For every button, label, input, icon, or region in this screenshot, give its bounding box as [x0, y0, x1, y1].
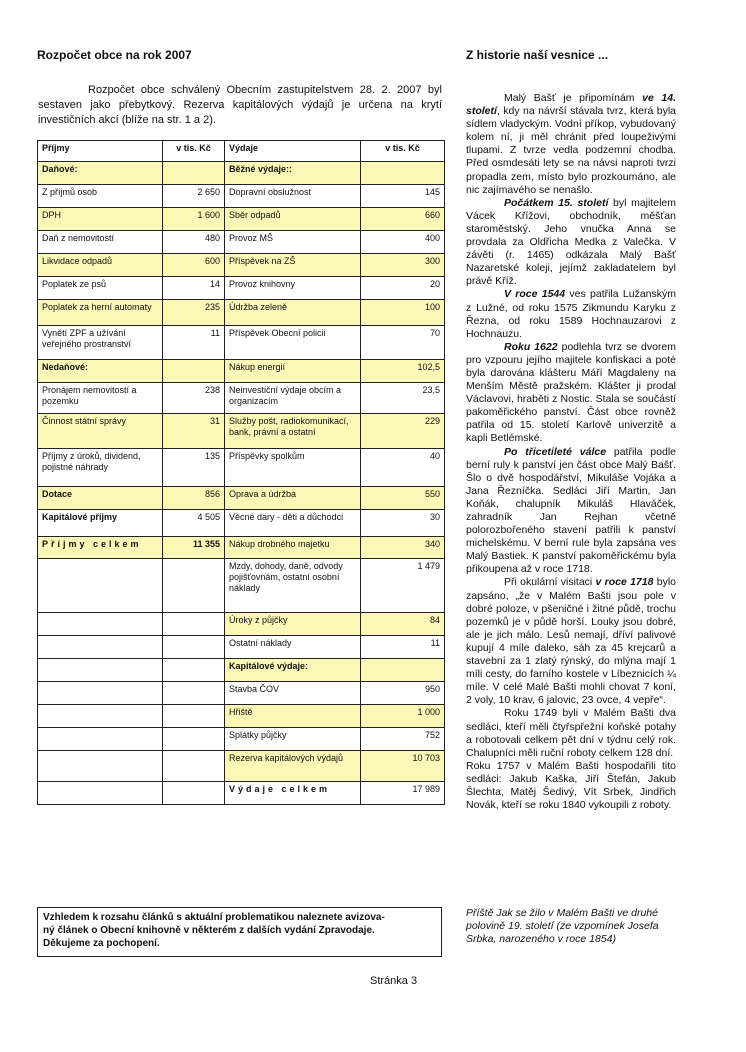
income-item-cell: [38, 636, 163, 659]
table-row: [38, 682, 445, 705]
expense-item-cell: Provoz MŠ: [225, 231, 361, 254]
income-amount-cell: [163, 613, 225, 636]
income-item-cell: [38, 728, 163, 751]
income-amount-cell: 238: [163, 383, 225, 414]
notice-line: Vzhledem k rozsahu článků s aktuální problematikou naleznete avizova-: [43, 912, 385, 923]
next-issue-note: [466, 907, 676, 946]
table-row: [38, 360, 445, 383]
table-row: [38, 300, 445, 326]
expense-amount-cell: 17 989: [361, 782, 445, 805]
expense-item-cell: Výdaje celkem: [225, 782, 361, 805]
article-emphasis: Po třicetileté válce: [504, 445, 607, 458]
expense-amount-cell: 400: [361, 231, 445, 254]
expense-item-cell: Věcné dary - děti a důchodci: [225, 510, 361, 537]
article-text: Malý Bašť je připomínám: [504, 92, 643, 104]
notice-box: [37, 907, 442, 957]
income-amount-cell: [163, 162, 225, 185]
income-amount-cell: [163, 559, 225, 613]
income-amount-cell: [163, 705, 225, 728]
expense-item-cell: Rezerva kapitálových výdajů: [225, 751, 361, 782]
table-row: [38, 449, 445, 487]
income-item-cell: Činnost státní správy: [38, 414, 163, 449]
table-row: [38, 414, 445, 449]
column-header: v tis. Kč: [163, 141, 225, 162]
table-row: [38, 162, 445, 185]
expense-item-cell: Hřiště: [225, 705, 361, 728]
income-item-cell: [38, 559, 163, 613]
income-amount-cell: 2 650: [163, 185, 225, 208]
table-row: [38, 636, 445, 659]
expense-amount-cell: 340: [361, 537, 445, 559]
expense-amount-cell: 40: [361, 449, 445, 487]
intro-line: investičních akcí (blíže na str. 1 a 2).: [38, 114, 216, 126]
expense-item-cell: Nákup energií: [225, 360, 361, 383]
expense-amount-cell: 1 479: [361, 559, 445, 613]
income-item-cell: Vynětí ZPF a užívání veřejného prostranství: [38, 326, 163, 360]
next-line: Srbka, narozeného v roce 1854): [466, 933, 617, 946]
expense-item-cell: Dopravní obslužnost: [225, 185, 361, 208]
income-amount-cell: [163, 751, 225, 782]
income-amount-cell: 135: [163, 449, 225, 487]
expense-item-cell: Provoz knihovny: [225, 277, 361, 300]
table-row: [38, 277, 445, 300]
article-paragraph: [466, 92, 676, 197]
article-paragraph: [466, 760, 676, 812]
expense-item-cell: Ostatní náklady: [225, 636, 361, 659]
income-item-cell: Daňové:: [38, 162, 163, 185]
article-emphasis: Roku 1622: [504, 340, 558, 353]
column-header: Výdaje: [225, 141, 361, 162]
income-item-cell: Poplatek ze psů: [38, 277, 163, 300]
income-item-cell: Likvidace odpadů: [38, 254, 163, 277]
history-title: Z historie naší vesnice ...: [466, 48, 609, 62]
expense-item-cell: Úroky z půjčky: [225, 613, 361, 636]
income-amount-cell: 14: [163, 277, 225, 300]
expense-amount-cell: [361, 659, 445, 682]
history-article: [466, 92, 676, 812]
income-item-cell: Daň z nemovitostí: [38, 231, 163, 254]
table-row: [38, 208, 445, 231]
expense-item-cell: Oprava a údržba: [225, 487, 361, 510]
table-row: [38, 782, 445, 805]
expense-item-cell: Údržba zeleně: [225, 300, 361, 326]
expense-amount-cell: 100: [361, 300, 445, 326]
article-text: patřila podle berní ruly k panství jen část obce Malý Bašť. Šlo o dvě hospodářství, Mikuláše Vojáka a Jana Řezníčka. Sedláci Jiří Martin, Jan Koňák, chalupník Mikuláš Hlaváček, zahradník Jan Rejhan včetně polorozbořeného stavení patřili k panství michelskému. V berní rule byla zapsána ves Malý Bastiek. K panství pakoměřickému byla přikoupena až v roce 1718.: [466, 445, 676, 576]
income-item-cell: [38, 751, 163, 782]
intro-line: sestaven jako přebytkový. Rezerva kapitálových výdajů je určena na krytí: [38, 99, 442, 111]
table-row: [38, 383, 445, 414]
expense-amount-cell: 20: [361, 277, 445, 300]
article-emphasis: v roce 1718: [595, 576, 654, 589]
intro-line: Rozpočet obce schválený Obecním zastupitelstvem 28. 2. 2007 byl: [88, 84, 442, 96]
expense-item-cell: Nákup drobného majetku: [225, 537, 361, 559]
article-paragraph: [466, 707, 676, 759]
article-text: Roku 1749 byli v Malém Bašti dva sedláci, kteří měli čtyřspřežní koňské potahy a robotovali celkem pět dní v týdnu celý rok. Chalupníci měli ruční roboty celkem 128 dní.: [466, 707, 676, 759]
expense-item-cell: Sběr odpadů: [225, 208, 361, 231]
income-amount-cell: [163, 360, 225, 383]
expense-item-cell: Příspěvky spolkům: [225, 449, 361, 487]
income-amount-cell: 480: [163, 231, 225, 254]
income-amount-cell: 1 600: [163, 208, 225, 231]
expense-amount-cell: 23,5: [361, 383, 445, 414]
income-item-cell: Nedaňové:: [38, 360, 163, 383]
article-paragraph: [466, 197, 676, 289]
expense-amount-cell: 660: [361, 208, 445, 231]
article-paragraph: [466, 446, 676, 577]
table-header-row: [38, 141, 445, 162]
article-text: Roku 1757 v Malém Bašti hospodařili tito sedláci: Jakub Kaška, Jiří Štefán, Jakub Šlechta, Matěj Šedivý, Vít Srbek, Jindřich Novák, kteří se roku 1840 vykoupili z roboty.: [466, 759, 676, 812]
income-amount-cell: 235: [163, 300, 225, 326]
budget-intro: [38, 83, 442, 128]
income-item-cell: Kapitálové příjmy: [38, 510, 163, 537]
income-item-cell: Poplatek za herní automaty: [38, 300, 163, 326]
income-item-cell: [38, 705, 163, 728]
article-text: Při okulární visitaci: [504, 576, 596, 589]
table-row: [38, 185, 445, 208]
table-row: [38, 559, 445, 613]
income-amount-cell: 11 355: [163, 537, 225, 559]
budget-table: [37, 140, 445, 805]
article-emphasis: ve 14. století: [466, 92, 676, 118]
expense-amount-cell: 30: [361, 510, 445, 537]
table-row: [38, 705, 445, 728]
income-item-cell: [38, 682, 163, 705]
income-item-cell: Příjmy celkem: [38, 537, 163, 559]
expense-item-cell: Služby pošt, radiokomunikací, bank, právní a ostatní: [225, 414, 361, 449]
income-item-cell: DPH: [38, 208, 163, 231]
income-amount-cell: 600: [163, 254, 225, 277]
next-line: polovině 19. století (ze vzpomínek Josefa: [466, 920, 659, 933]
expense-item-cell: Splátky půjčky: [225, 728, 361, 751]
expense-amount-cell: 102,5: [361, 360, 445, 383]
table-row: [38, 254, 445, 277]
budget-title: Rozpočet obce na rok 2007: [37, 48, 192, 62]
table-row: [38, 659, 445, 682]
expense-item-cell: Mzdy, dohody, daně, odvody pojišťovnám, ostatní osobní náklady: [225, 559, 361, 613]
expense-amount-cell: 11: [361, 636, 445, 659]
income-item-cell: Příjmy z úroků, dividend, pojistné náhrady: [38, 449, 163, 487]
expense-amount-cell: 1 000: [361, 705, 445, 728]
table-row: [38, 510, 445, 537]
income-item-cell: [38, 659, 163, 682]
income-item-cell: [38, 782, 163, 805]
expense-amount-cell: 752: [361, 728, 445, 751]
article-text: bylo zapsáno, „že v Malém Bašti jsou pole v dobré poloze, v pšeničné i žitné půdě, trochu pozemků je v půdě horší. Louky jsou dobré, ale je jich málo. Lesů nemají, dříví palivové kupují 4 míle daleko, sáh za 45 krejcarů a stavební za 1 zlatý rýnský, do mlýna mají 1 míli cesty, do farního kostele v Líbeznicích ¼ míle. V celé Malé Bašti mohli chovat 7 koní, 2 voly, 10 krav, 6 jalovic, 23 ovce, 4 vepře“.: [466, 576, 676, 707]
expense-item-cell: Kapitálové výdaje:: [225, 659, 361, 682]
income-item-cell: Pronájem nemovitostí a pozemku: [38, 383, 163, 414]
table-row: [38, 487, 445, 510]
article-paragraph: [466, 288, 676, 340]
expense-amount-cell: 84: [361, 613, 445, 636]
income-item-cell: Z příjmů osob: [38, 185, 163, 208]
column-header: v tis. Kč: [361, 141, 445, 162]
article-text: , kdy na návrší stávala tvrz, která byla sídlem vladyckým. Vodní příkop, vybudovaný kolem ní, ji měl chránit před loupeživými tlupami. Z tvrze vedla podzemní chodba. Před osmdesáti lety se na návsi naproti tvrzi propadla zem, místo bylo prozkoumáno, ale nic zajímavého se nenašlo.: [466, 105, 676, 196]
article-emphasis: Počátkem 15. století: [504, 196, 609, 209]
income-item-cell: [38, 613, 163, 636]
expense-item-cell: Běžné výdaje::: [225, 162, 361, 185]
expense-amount-cell: 70: [361, 326, 445, 360]
income-amount-cell: 4 505: [163, 510, 225, 537]
income-amount-cell: [163, 728, 225, 751]
income-amount-cell: [163, 782, 225, 805]
expense-amount-cell: 145: [361, 185, 445, 208]
income-amount-cell: 31: [163, 414, 225, 449]
expense-amount-cell: [361, 162, 445, 185]
table-row: [38, 728, 445, 751]
article-text: podlehla tvrz se dvorem pro vzpouru jejího majitele konfiskaci a poté byla darována klášteru Máří Magdaleny na Menším Městě pražském. Klášter ji prodal Václavovi, hraběti z Nostic. Stala se součástí pakoměřického panství. Část obce rovněž patřila od 15. století Karlově univerzitě a kapli Betlémské.: [466, 340, 676, 445]
notice-line: Děkujeme za pochopení.: [43, 938, 160, 949]
income-amount-cell: [163, 636, 225, 659]
expense-amount-cell: 10 703: [361, 751, 445, 782]
income-amount-cell: [163, 659, 225, 682]
expense-amount-cell: 950: [361, 682, 445, 705]
article-emphasis: V roce 1544: [504, 288, 566, 301]
table-row: [38, 751, 445, 782]
income-item-cell: Dotace: [38, 487, 163, 510]
article-text: byl majitelem Vácek Křížovi, obchodník, měšťan staroměstský. Jeho vnučka Anna se provdala za Oldřicha Medka z Valečka. V závěti (r. 1465) odkázala Malý Bašť Nazaretské koleji, jejímž zakladatelem byl právě Kříž.: [466, 196, 676, 288]
expense-item-cell: Stavba ČOV: [225, 682, 361, 705]
next-line: Příště Jak se žilo v Malém Bašti ve druhé: [466, 907, 658, 919]
expense-item-cell: Příspěvek na ZŠ: [225, 254, 361, 277]
article-paragraph: [466, 341, 676, 446]
page-number: Stránka 3: [370, 975, 418, 987]
expense-amount-cell: 550: [361, 487, 445, 510]
expense-item-cell: Neinvestiční výdaje obcím a organizacím: [225, 383, 361, 414]
article-text: ves patřila Lužanským z Lužné, od roku 1575 Zikmundu Karyku z Řezna, od roku 1589 Hochnauzarovi z Hochnauzu.: [466, 288, 676, 340]
table-row: [38, 537, 445, 559]
table-row: [38, 231, 445, 254]
income-amount-cell: 856: [163, 487, 225, 510]
article-paragraph: [466, 576, 676, 707]
expense-amount-cell: 300: [361, 254, 445, 277]
expense-amount-cell: 229: [361, 414, 445, 449]
notice-line: ný článek o Obecní knihovně v některém z dalších vydání Zpravodaje.: [43, 925, 375, 936]
income-amount-cell: 11: [163, 326, 225, 360]
income-amount-cell: [163, 682, 225, 705]
column-header: Příjmy: [38, 141, 163, 162]
table-row: [38, 326, 445, 360]
expense-item-cell: Příspěvek Obecní policii: [225, 326, 361, 360]
table-row: [38, 613, 445, 636]
